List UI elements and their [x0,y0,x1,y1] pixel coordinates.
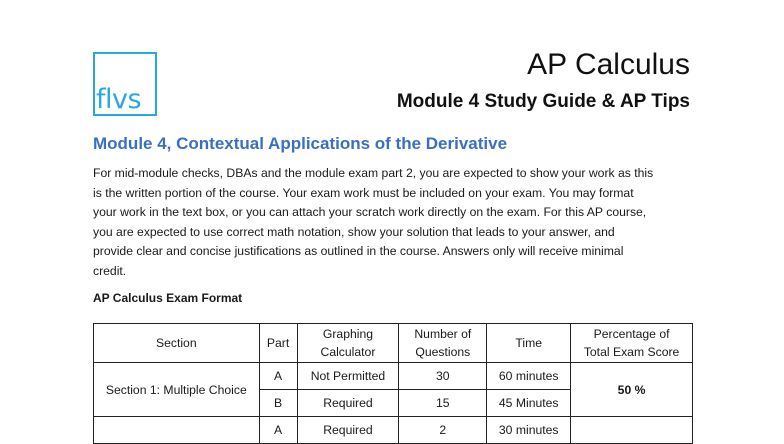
header-percentage [571,324,693,363]
exam-format-table [93,323,693,444]
row-part: A [259,417,297,444]
intro-line: For mid-module checks, DBAs and the module exam part 2, you are expected to show your work as this [93,166,654,180]
header-calculator [297,324,399,363]
intro-line: your work in the text box, or you can attach your scratch work directly on the exam. For this AP course, [93,205,647,220]
header-questions-line2: Questions [415,345,471,359]
table-header-row [94,324,693,363]
row-calculator: Required [297,417,399,444]
intro-line: credit. [93,263,127,278]
intro-paragraph [93,164,693,282]
row-calculator: Required [297,390,399,417]
logo-text: flvs [96,84,142,115]
row-part: A [259,363,297,390]
row-time: 60 minutes [487,363,571,390]
row-section: Section 1: Multiple Choice [94,363,260,417]
document-title: AP Calculus [527,48,690,81]
header-part: Part [259,324,297,363]
intro-line: you are expected to use correct math notation, show your solution that leads to your answer, and [93,224,615,239]
row-percentage [571,417,693,444]
row-questions: 2 [399,417,487,444]
intro-line: is the written portion of the course. Your exam work must be included on your exam. You may format [93,185,634,200]
row-percentage: 50 % [571,363,693,417]
row-part: B [259,390,297,417]
row-questions: 15 [399,390,487,417]
section-heading: Module 4, Contextual Applications of the Derivative [93,134,508,153]
flvs-logo [93,52,157,116]
header-calculator-line1: Graphing [322,327,374,341]
header-percentage-line1: Percentage of [593,327,670,341]
table-row [94,363,693,390]
row-calculator: Not Permitted [297,363,399,390]
exam-format-label: AP Calculus Exam Format [93,291,243,305]
header-questions [399,324,487,363]
row-section [94,417,260,444]
header-calculator-line2: Calculator [320,345,376,359]
header-time: Time [487,324,571,363]
header-section: Section [94,324,260,363]
row-time: 30 minutes [487,417,571,444]
table-row [94,417,693,444]
intro-line: provide clear and concise justifications as outlined in the course. Answers only will receive minimal [93,244,624,259]
header-percentage-line2: Total Exam Score [583,345,680,359]
header-questions-line1: Number of [414,327,472,341]
row-time: 45 Minutes [487,390,571,417]
document-subtitle: Module 4 Study Guide & AP Tips [396,91,690,112]
row-questions: 30 [399,363,487,390]
